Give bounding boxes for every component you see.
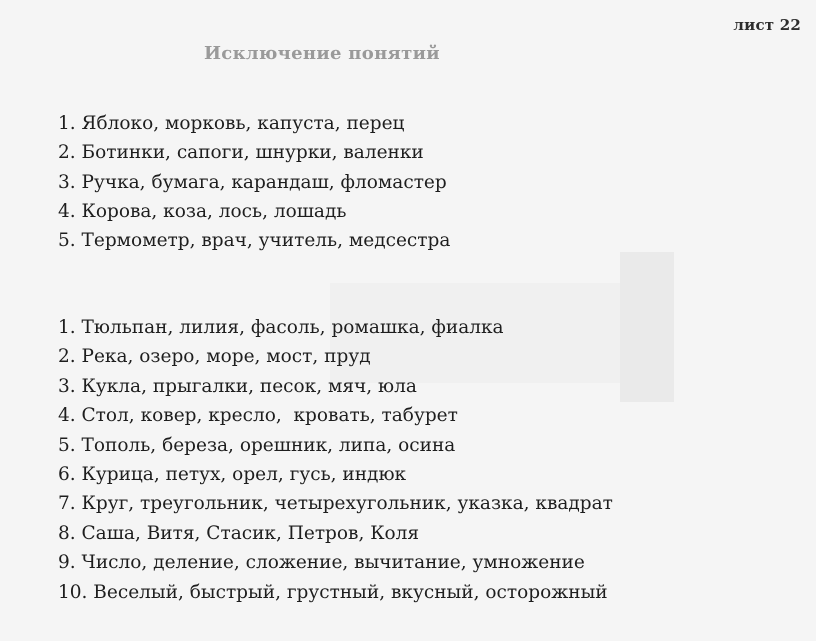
list-item: 3. Ручка, бумага, карандаш, фломастер (58, 171, 447, 193)
word-list-1 (58, 109, 450, 255)
list-item: 8. Саша, Витя, Стасик, Петров, Коля (58, 522, 420, 544)
sheet-number-label: лист 22 (733, 16, 801, 34)
page-title: Исключение понятий (204, 43, 440, 64)
list-item: 1. Тюльпан, лилия, фасоль, ромашка, фиалка (58, 317, 504, 338)
scan-shadow (620, 252, 674, 402)
list-item: 2. Река, озеро, море, мост, пруд (58, 346, 371, 368)
list-item: 5. Тополь, береза, орешник, липа, осина (58, 434, 456, 456)
list-item: 7. Круг, треугольник, четырехугольник, указка, квадрат (58, 493, 613, 515)
list-item: 1. Яблоко, морковь, капуста, перец (58, 113, 405, 134)
word-list-2 (58, 313, 613, 607)
list-item: 5. Термометр, врач, учитель, медсестра (58, 230, 451, 252)
list-item: 4. Корова, коза, лось, лошадь (58, 200, 347, 222)
list-item: 4. Стол, ковер, кресло, кровать, табурет (58, 405, 458, 427)
list-item: 2. Ботинки, сапоги, шнурки, валенки (58, 142, 424, 164)
list-item: 3. Кукла, прыгалки, песок, мяч, юла (58, 375, 417, 397)
list-item: 10. Веселый, быстрый, грустный, вкусный, осторожный (58, 581, 608, 603)
list-item: 6. Курица, петух, орел, гусь, индюк (58, 463, 407, 485)
list-item: 9. Число, деление, сложение, вычитание, умножение (58, 552, 585, 574)
